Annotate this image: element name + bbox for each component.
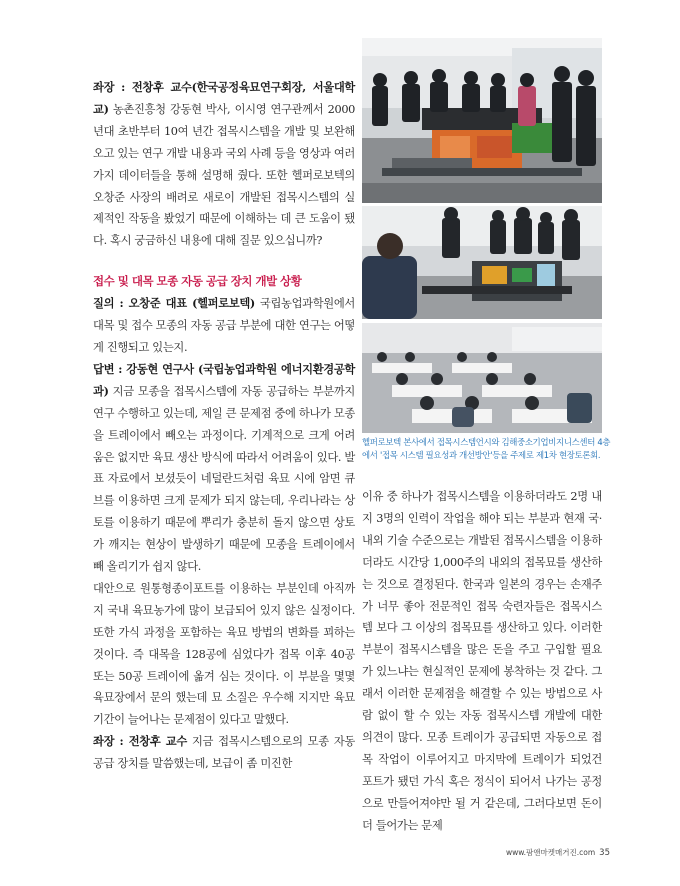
chair-followup-speaker-label: 좌장 : 전창후 교수 xyxy=(93,734,187,749)
photo-grafting-machine-demo xyxy=(362,38,602,203)
chair-followup-text: 지금 접목시스템으로의 모종 자동 공급 장치를 말씀했는데, 보급이 좀 미진한 xyxy=(93,735,355,771)
caption-line-1: 헬퍼로보텍 본사에서 접목시스템언시와 김해중소기업비지니스센터 4층 xyxy=(362,437,611,447)
footer-website: www.팜앤마켓매거진.com xyxy=(505,848,596,857)
section-heading: 접수 및 대목 모종 자동 공급 장치 개발 상황 xyxy=(93,274,302,289)
chair-followup-paragraph xyxy=(93,731,355,775)
alternative-paragraph: 대안으로 원통형종이포트를 이용하는 부분인데 아직까지 국내 육묘농가에 많이 보급되어 있지 않은 실정이다. 또한 가식 과정을 포함하는 육묘 방법의 변화를 꾀하는 것이다. 즉 대목을 128공에 심었다가 접목 이후 40공 또는 50공 트레이에 옮겨 심는 것이다. 이 부분을 몇몇 육묘장에서 문의 했는데 묘 소질은 우수해 지지만 육묘 기간이 늘어나는 문제점이 있다고 말했다. xyxy=(93,581,355,727)
page-footer xyxy=(506,847,610,858)
question-speaker-label: 질의 : 오창준 대표 (헬퍼로보텍) xyxy=(93,296,255,311)
answer-text: 지금 모종을 접목시스템에 자동 공급하는 부분까지 연구 수행하고 있는데, 제일 큰 문제점 중에 하나가 모종을 트레이에서 빼오는 과정이다. 기계적으로 크게 어려움은 없지만 육묘 생산 방식에 따라서 어려움이 있다. 발표 자료에서 보셨듯이 네덜란드처럼 육묘 시에 암면 큐브를 이용하면 크게 문제가 되지 않는데, 우리나라는 상토를 이용하기 때문에 뿌리가 충분히 돌지 않으면 상토가 깨지는 현상이 발생하기 때문에 모종을 트레이에서 빼 올리기가 쉽지 않다. xyxy=(93,384,355,574)
chair-remarks-text: 농촌진흥청 강동현 박사, 이시영 연구관께서 2000년대 초반부터 10여 년간 접목시스템을 개발 및 보완해 오고 있는 연구 개발 내용과 국외 사례 등을 영상과 여러 가지 데이터들을 통해 설명해 줬다. 또한 헬퍼로보텍의 오창준 사장의 배려로 새로이 개발된 접목시스템의 실제적인 작동을 봤었기 때문에 이해하는 데 큰 도움이 됐다. 혹시 궁금하신 내용에 대해 질문 있으십니까? xyxy=(93,102,355,248)
question-text: 국립농업과학원에서 대목 및 접수 모종의 자동 공급 부분에 대한 연구는 어떻게 진행되고 있는지. xyxy=(93,297,355,354)
page-number: 35 xyxy=(599,848,610,858)
photo-seminar-room xyxy=(362,323,602,433)
right-column-paragraph: 이유 중 하나가 접목시스템을 이용하더라도 2명 내지 3명의 인력이 작업을 해야 되는 부분과 현재 국·내외 기술 수준으로는 개발된 접목시스템을 이용하더라도 시간당 1,000주의 내외의 접목묘를 생산하는 것으로 결정된다. 한국과 일본의 경우는 손재주가 너무 좋아 전문적인 접목 숙련자들은 접목시스템 보다 그 이상의 접목묘를 생산하고 있다. 이러한 부분이 접목시스템을 많은 돈을 주고 구입할 필요가 있느냐는 현실적인 문제에 봉착하는 것 같다. 그래서 이러한 문제점을 해결할 수 있는 방법으로 사람 없이 할 수 있는 자동 접목시스템 개발에 대한 의견이 많다. 모종 트레이가 공급되면 자동으로 접목 작업이 이루어지고 마지막에 트레이가 되었건 포트가 됐던 가식 혹은 정식이 되어서 나가는 공정으로 만들어져야만 될 거 같은데, 그러다보면 돈이 더 들어가는 문제 xyxy=(362,490,602,832)
photo-machine-explanation xyxy=(362,206,602,319)
chair-speaker-label: 좌장 : 전창후 교수(한국공정육묘연구회장, 서울대학교) xyxy=(93,80,355,116)
right-text-column xyxy=(362,486,602,837)
question-paragraph xyxy=(93,293,355,359)
chair-remarks-paragraph xyxy=(93,77,355,252)
answer-speaker-label: 답변 : 강동현 연구사 (국립농업과학원 에너지환경공학과) xyxy=(93,361,355,398)
answer-paragraph xyxy=(93,359,355,578)
caption-line-2: 에서 '접목 시스템 필요성과 개선방안'등을 주제로 제1차 현장토론회. xyxy=(362,450,601,460)
photo-caption xyxy=(362,436,612,462)
left-text-column xyxy=(93,77,355,775)
